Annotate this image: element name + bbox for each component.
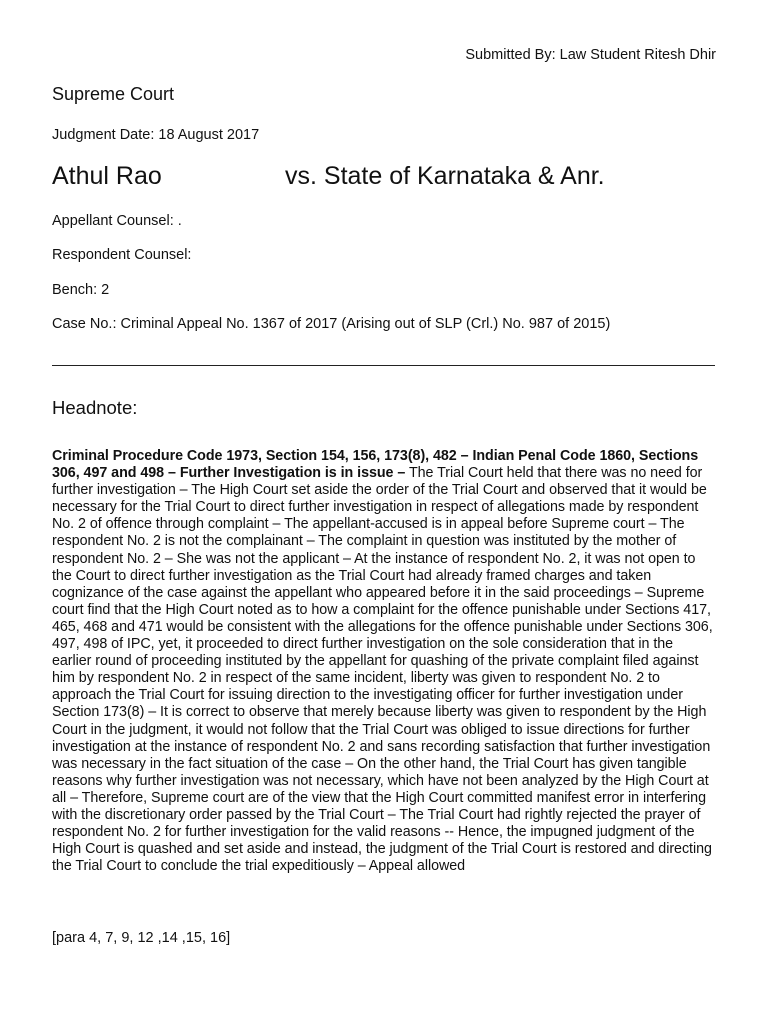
appellant-name: Athul Rao	[52, 162, 162, 190]
court-name: Supreme Court	[52, 84, 175, 104]
headnote-title: Headnote:	[52, 397, 138, 418]
headnote-body	[52, 448, 716, 875]
respondent-name: vs. State of Karnataka & Anr.	[285, 162, 605, 190]
case-number: Case No.: Criminal Appeal No. 1367 of 2017 (Arising out of SLP (Crl.) No. 987 of 2015)	[52, 316, 611, 332]
respondent-counsel: Respondent Counsel:	[52, 247, 192, 263]
para-references: [para 4, 7, 9, 12 ,14 ,15, 16]	[52, 930, 231, 946]
headnote-lead: Criminal Procedure Code 1973, Section 154, 156, 173(8), 482 – Indian Penal Code 1860, Sections 306, 497 and 498 – Further Investigation is in issue –	[52, 448, 699, 482]
headnote-text: The Trial Court held that there was no need for further investigation – The High Court set aside the order of the Trial Court and observed that it would be necessary for the Trial Court to direct further investigation in respect of allegations made by respondent No. 2 of offence through complaint – The appellant-accused is in appeal before Supreme court – The respondent No. 2 is not the complainant – The complaint in question was instituted by the mother of respondent No. 2 – She was not the applicant – At the instance of respondent No. 2, it was not open to the Court to direct further investigation as the Trial Court had already framed charges and taken cognizance of the case against the appellant who appeared before it in the said proceedings – Supreme court find that the High Court noted as to how a complaint for the offence punishable under Sections 417, 465, 468 and 471 would be consistent with the allegations for the offence punishable under Sections 306, 497, 498 of IPC, yet, it proceeded to direct further investigation on the sole consideration that in the earlier round of proceeding instituted by the appellant for quashing of the private complaint filed against him by respondent No. 2 in respect of the same incident, liberty was given to respondent No. 2 to approach the Trial Court for issuing direction to the investigating officer for further investigation under Section 173(8) – It is correct to observe that merely because liberty was given to respondent by the High Court in the judgment, it would not follow that the Trial Court was obliged to issue directions for further investigation at the instance of respondent No. 2 and sans recording satisfaction that further investigation was necessary in the fact situation of the case – On the other hand, the Trial Court has given tangible reasons why further investigation was not necessary, which have not been analyzed by the High Court at all – Therefore, Supreme court are of the view that the High Court committed manifest error in interfering with the discretionary order passed by the Trial Court – The Trial Court had rightly rejected the prayer of respondent No. 2 for further investigation for the valid reasons -- Hence, the impugned judgment of the High Court is quashed and set aside and instead, the judgment of the Trial Court is restored and directing the Trial Court to conclude the trial expeditiously – Appeal allowed	[52, 465, 713, 875]
bench: Bench: 2	[52, 282, 110, 298]
judgment-date: Judgment Date: 18 August 2017	[52, 127, 260, 143]
appellant-counsel: Appellant Counsel: .	[52, 213, 182, 229]
submitted-by: Submitted By: Law Student Ritesh Dhir	[465, 47, 716, 63]
section-divider	[52, 365, 715, 366]
case-parties	[52, 162, 605, 191]
